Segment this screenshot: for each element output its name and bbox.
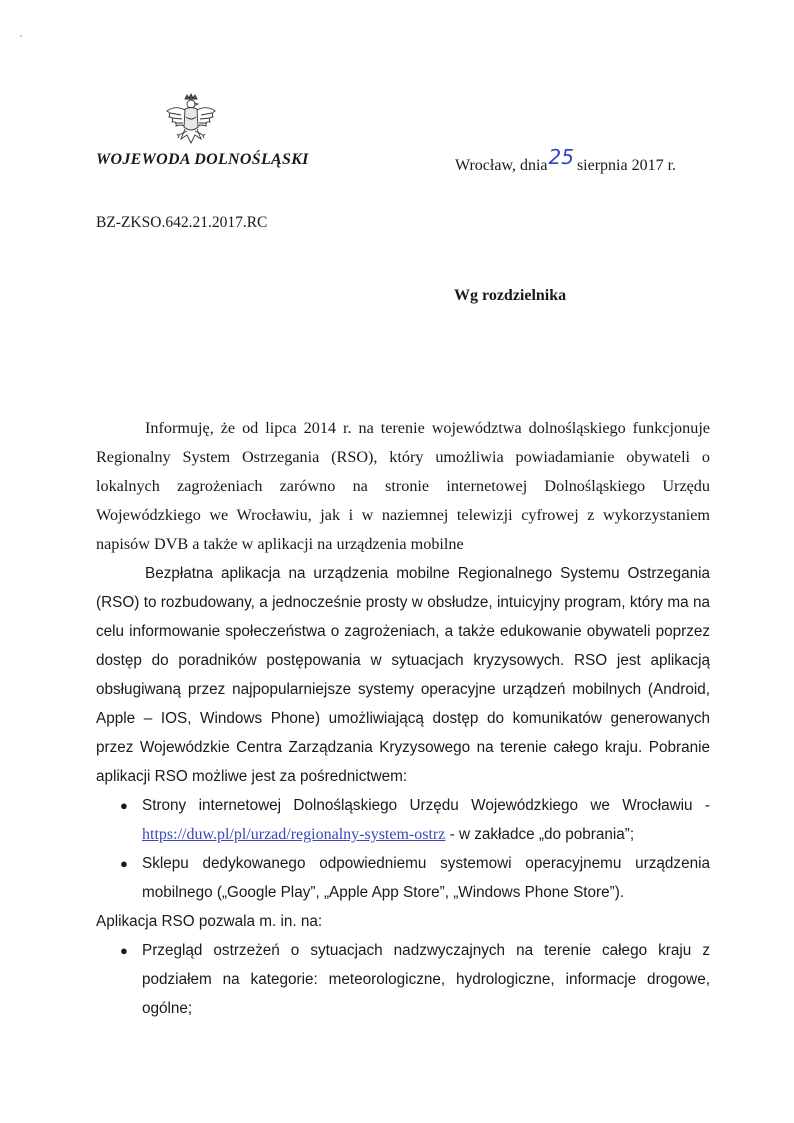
bullet-icon: ● — [120, 856, 128, 871]
list-item — [120, 791, 710, 849]
list-item — [120, 936, 710, 1023]
download-item-text: Sklepu dedykowanego odpowiedniemu systemowi operacyjnemu urządzenia mobilnego („Google Play”, „Apple App Store”, „Windows Phone Store”). — [142, 855, 710, 901]
download-item-text: Strony internetowej Dolnośląskiego Urzędu Wojewódzkiego we Wrocławiu - — [142, 797, 710, 814]
features-intro: Aplikacja RSO pozwala m. in. na: — [96, 913, 323, 930]
paragraph-intro: Informuję, że od lipca 2014 r. na terenie województwa dolnośląskiego funkcjonuje Regionalny System Ostrzegania (RSO), który umożliwia powiadamianie obywateli o lokalnych zagrożeniach zarówno na stronie internetowej Dolnośląskiego Urzędu Wojewódzkiego we Wrocławiu, jak i w naziemnej telewizji cyfrowej z wykorzystaniem napisów DVB a także w aplikacji na urządzenia mobilne — [96, 419, 710, 553]
bullet-icon: ● — [120, 943, 128, 958]
features-list — [96, 936, 710, 1023]
scan-speck — [20, 35, 22, 37]
letter-body — [96, 414, 710, 1023]
issuing-authority: WOJEWODA DOLNOŚLĄSKI — [96, 151, 309, 168]
download-item-suffix: - w zakładce „do pobrania”; — [445, 826, 635, 843]
download-sources-list — [96, 791, 710, 907]
feature-text: Przegląd ostrzeżeń o sytuacjach nadzwyczajnych na terenie całego kraju z podziałem na kategorie: meteorologiczne, hydrologiczne, informacje drogowe, ogólne; — [142, 942, 710, 1017]
handwritten-day: 25 — [548, 145, 574, 169]
place-prefix: Wrocław, dnia — [455, 157, 548, 174]
reference-number: BZ-ZKSO.642.21.2017.RC — [96, 214, 268, 231]
place-and-date — [455, 145, 677, 175]
date-rest: sierpnia 2017 r. — [576, 157, 677, 174]
polish-eagle-emblem-icon — [163, 93, 219, 155]
paragraph-app-description: Bezpłatna aplikacja na urządzenia mobilne Regionalnego Systemu Ostrzegania (RSO) to rozbudowany, a jednocześnie prosty w obsłudze, intuicyjny program, który ma na celu informowanie społeczeństwa o zagrożeniach, a także edukowanie obywateli poprzez dostęp do poradników postępowania w sytuacjach kryzysowych. RSO jest aplikacją obsługiwaną przez najpopularniejsze systemy operacyjne urządzeń mobilnych (Android, Apple – IOS, Windows Phone) umożliwiającą dostęp do komunikatów generowanych przez Wojewódzkie Centra Zarządzania Kryzysowego na terenie całego kraju. Pobranie aplikacji RSO możliwe jest za pośrednictwem: — [96, 565, 710, 785]
recipient: Wg rozdzielnika — [454, 287, 567, 304]
bullet-icon: ● — [120, 798, 128, 813]
list-item — [120, 849, 710, 907]
rso-download-link[interactable]: https://duw.pl/pl/urzad/regionalny-system-ostrz — [142, 826, 446, 843]
